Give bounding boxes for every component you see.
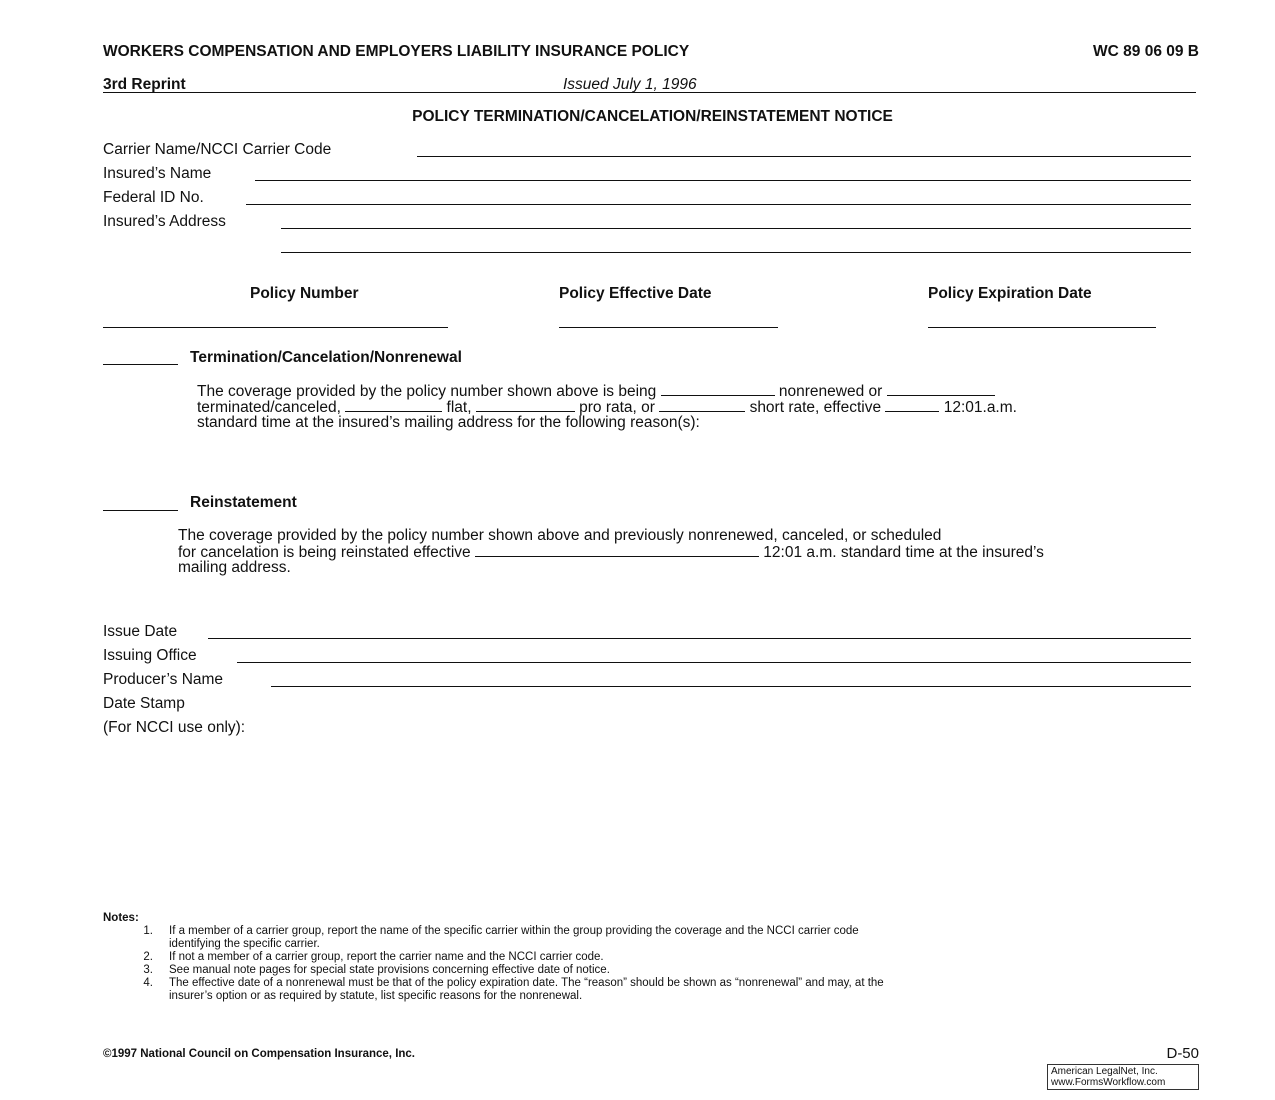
termination-blank-pro-rata[interactable] (476, 399, 575, 412)
termination-blank-short-rate[interactable] (659, 399, 745, 412)
note-number: 2. (143, 951, 153, 963)
reprint-label: 3rd Reprint (103, 76, 186, 93)
reinstatement-line-1: The coverage provided by the policy number shown above and previously nonrenewed, canceled, or scheduled (178, 527, 942, 544)
policy-number-heading: Policy Number (250, 285, 359, 302)
insured-name-field[interactable] (255, 180, 1191, 181)
note-number: 4. (143, 977, 153, 989)
termination-text-2a: terminated/canceled, (197, 399, 341, 416)
termination-text-2e: 12:01.a.m. (943, 399, 1017, 416)
note-text: insurer’s option or as required by statute, list specific reasons for the nonrenewal. (169, 990, 583, 1002)
carrier-field[interactable] (417, 156, 1191, 157)
policy-expiration-field[interactable] (928, 327, 1156, 328)
termination-blank-nonrenewed[interactable] (661, 383, 775, 396)
note-text: See manual note pages for special state provisions concerning effective date of notice. (169, 964, 610, 976)
date-stamp-label: Date Stamp (103, 695, 185, 712)
federal-id-field[interactable] (246, 204, 1191, 205)
page-code: D-50 (1166, 1045, 1199, 1062)
termination-text-2c: pro rata, or (579, 399, 655, 416)
reinstatement-blank-effective[interactable] (475, 544, 759, 557)
termination-blank-flat[interactable] (345, 399, 442, 412)
issuing-office-field[interactable] (237, 662, 1191, 663)
note-number: 1. (143, 925, 153, 937)
termination-line-1 (197, 383, 995, 400)
note-text: If a member of a carrier group, report the name of the specific carrier within the group providing the coverage and the NCCI carrier code (169, 925, 859, 937)
policy-number-field[interactable] (103, 327, 448, 328)
termination-blank-terminated[interactable] (887, 383, 995, 396)
insured-address-label: Insured’s Address (103, 213, 226, 230)
issue-date-label: Issue Date (103, 623, 178, 640)
ncci-use-label: (For NCCI use only): (103, 719, 246, 736)
brand-line-1: American LegalNet, Inc. (1051, 1066, 1158, 1077)
policy-title: WORKERS COMPENSATION AND EMPLOYERS LIABILITY INSURANCE POLICY (103, 43, 690, 60)
termination-text-1a: The coverage provided by the policy number shown above is being (197, 383, 657, 400)
note-text: If not a member of a carrier group, report the carrier name and the NCCI carrier code. (169, 951, 604, 963)
policy-expiration-heading: Policy Expiration Date (928, 285, 1092, 302)
notes-heading: Notes: (103, 912, 139, 924)
note-number: 3. (143, 964, 153, 976)
producer-name-label: Producer’s Name (103, 671, 224, 688)
note-text: identifying the specific carrier. (169, 938, 320, 950)
form-number: WC 89 06 09 B (1093, 43, 1199, 60)
reinstatement-line-2 (178, 544, 1044, 561)
reinstatement-heading: Reinstatement (190, 494, 297, 511)
form-title: POLICY TERMINATION/CANCELATION/REINSTATEMENT NOTICE (412, 108, 893, 125)
termination-line-3: standard time at the insured’s mailing address for the following reason(s): (197, 414, 700, 431)
policy-effective-heading: Policy Effective Date (559, 285, 712, 302)
policy-effective-field[interactable] (559, 327, 778, 328)
termination-text-1b: nonrenewed or (778, 383, 883, 400)
termination-heading: Termination/Cancelation/Nonrenewal (190, 349, 462, 366)
insured-address-field-1[interactable] (281, 228, 1191, 229)
reinstatement-line-3: mailing address. (178, 559, 291, 576)
notes-section (103, 912, 1203, 1012)
producer-name-field[interactable] (271, 686, 1191, 687)
termination-check-line[interactable] (103, 364, 178, 365)
termination-text-2d: short rate, effective (749, 399, 882, 416)
termination-text-2b: flat, (446, 399, 472, 416)
carrier-label: Carrier Name/NCCI Carrier Code (103, 141, 332, 158)
brand-box (1047, 1064, 1199, 1090)
header-rule (103, 92, 1196, 93)
issued-date: Issued July 1, 1996 (563, 76, 697, 93)
reinstatement-text-2b: 12:01 a.m. standard time at the insured’s (763, 544, 1044, 561)
federal-id-label: Federal ID No. (103, 189, 204, 206)
insured-address-field-2[interactable] (281, 252, 1191, 253)
note-text: The effective date of a nonrenewal must be that of the policy expiration date. The “reason” should be shown as “nonrenewal” and may, at the (169, 977, 884, 989)
insured-name-label: Insured’s Name (103, 165, 212, 182)
copyright: ©1997 National Council on Compensation Insurance, Inc. (103, 1048, 416, 1060)
brand-line-2: www.FormsWorkflow.com (1051, 1077, 1166, 1088)
reinstatement-text-2a: for cancelation is being reinstated effective (178, 544, 471, 561)
issue-date-field[interactable] (208, 638, 1191, 639)
issuing-office-label: Issuing Office (103, 647, 197, 664)
reinstatement-check-line[interactable] (103, 510, 178, 511)
termination-blank-effective[interactable] (885, 399, 939, 412)
